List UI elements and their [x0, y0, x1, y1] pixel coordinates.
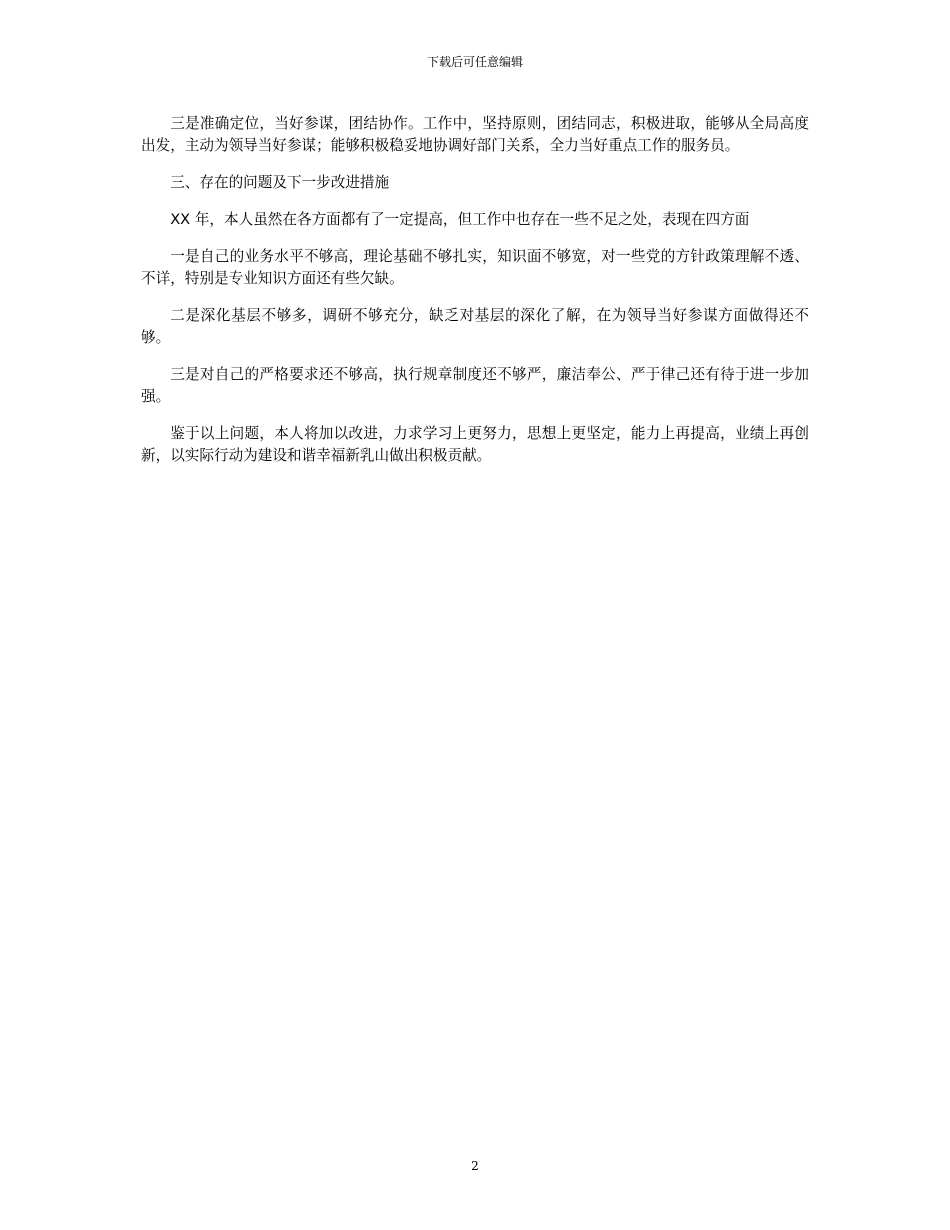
page-number: 2: [471, 1159, 479, 1173]
paragraph-positioning: 三是准确定位，当好参谋，团结协作。工作中，坚持原则，团结同志，积极进取，能够从全局高度出发，主动为领导当好参谋；能够积极稳妥地协调好部门关系，全力当好重点工作的服务员。: [141, 115, 809, 154]
paragraph-improvement: 鉴于以上问题，本人将加以改进，力求学习上更努力，思想上更坚定，能力上再提高，业绩上再创新，以实际行动为建设和谐幸福新乳山做出积极贡献。: [141, 425, 809, 464]
paragraph-shortcoming-one: 一是自己的业务水平不够高，理论基础不够扎实，知识面不够宽，对一些党的方针政策理解不透、不详，特别是专业知识方面还有些欠缺。: [141, 248, 809, 287]
paragraph-shortcoming-three: 三是对自己的严格要求还不够高，执行规章制度还不够严，廉洁奉公、严于律己还有待于进一步加强。: [141, 366, 809, 405]
page-header: 下载后可任意编辑: [426, 55, 523, 69]
paragraph-shortcomings-intro: XX 年，本人虽然在各方面都有了一定提高，但工作中也存在一些不足之处，表现在四方面: [170, 211, 750, 228]
paragraph-shortcoming-two: 二是深化基层不够多，调研不够充分，缺乏对基层的深化了解，在为领导当好参谋方面做得还不够。: [141, 307, 809, 346]
section-heading-problems: 三、存在的问题及下一步改进措施: [170, 174, 390, 191]
document-body: [141, 113, 809, 482]
